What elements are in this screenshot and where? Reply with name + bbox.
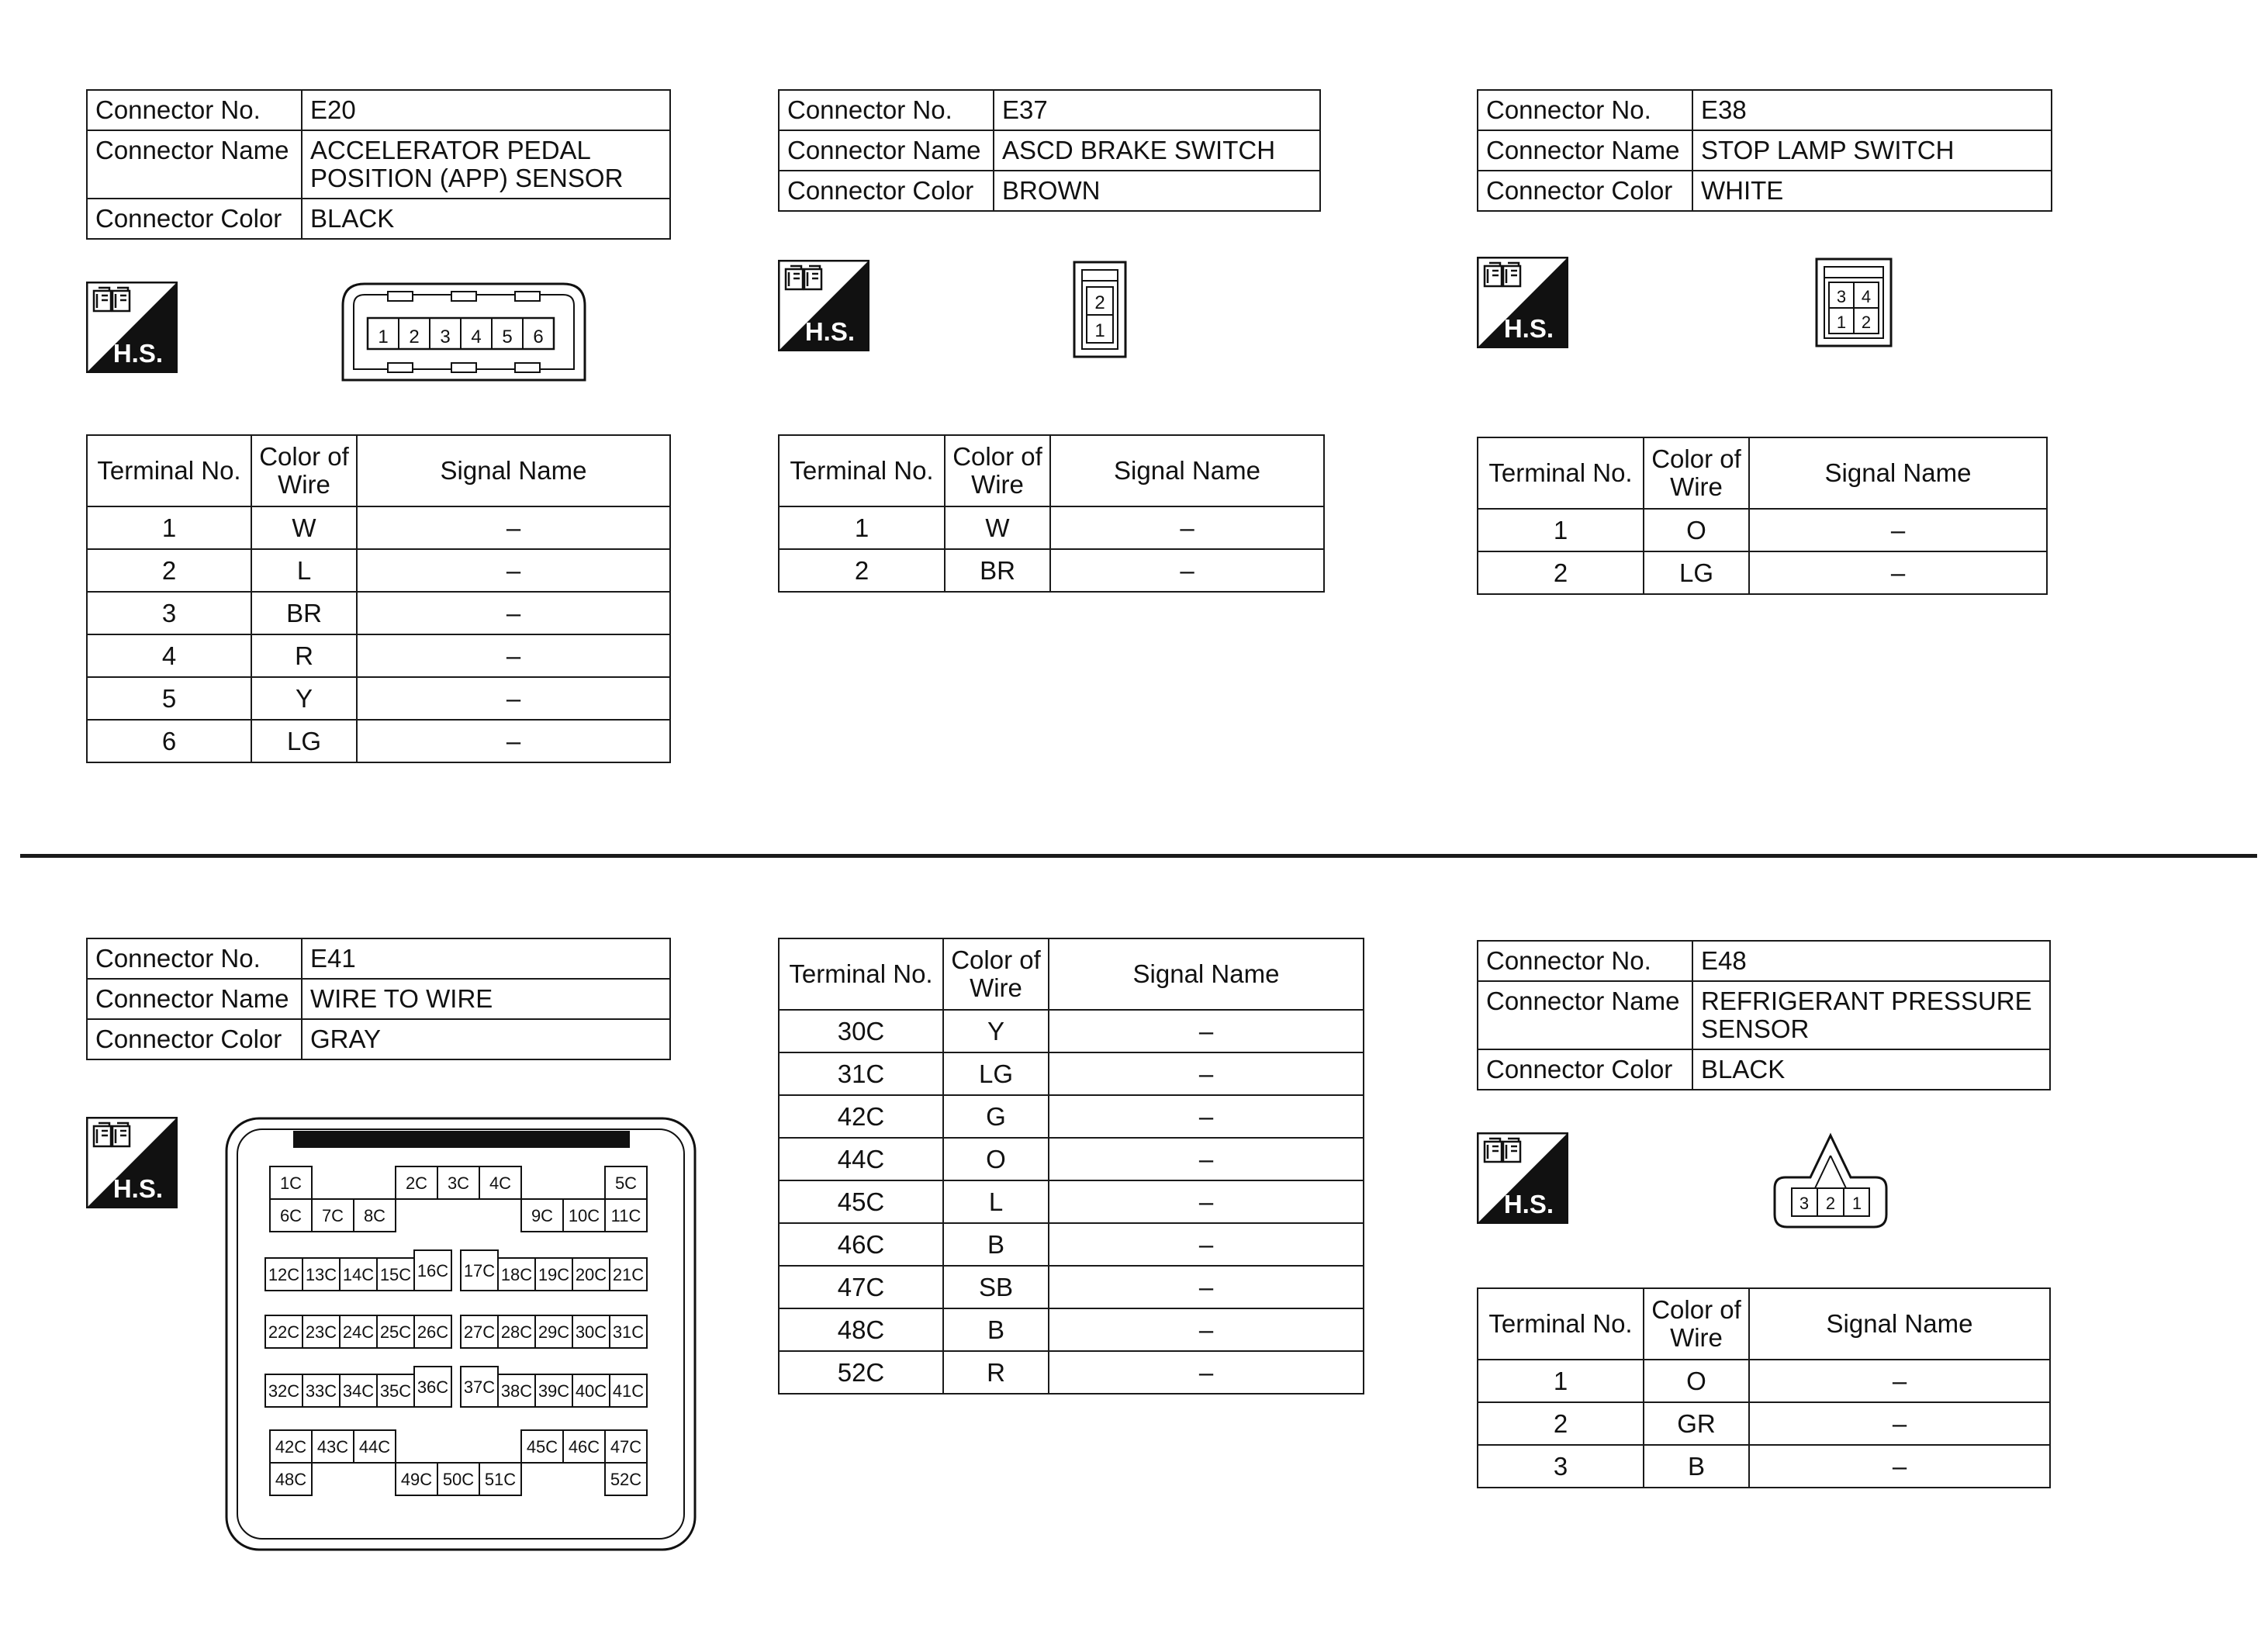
- pin-label: 5: [502, 327, 513, 347]
- terminal-no-cell: 45C: [779, 1180, 943, 1223]
- signal-name-cell: –: [357, 720, 670, 762]
- wire-color-header-line2: Wire: [1670, 472, 1723, 501]
- connector-name-label: Connector Name: [779, 130, 994, 171]
- wire-color-cell: B: [943, 1308, 1049, 1351]
- terminal-no-cell: 5: [87, 677, 251, 720]
- pin-label: 24C: [342, 1322, 375, 1342]
- signal-name-cell: –: [1749, 551, 2047, 594]
- connector-name-value: WIRE TO WIRE: [302, 979, 670, 1019]
- hs-label: H.S.: [1503, 314, 1554, 343]
- terminal-no-cell: 1: [87, 506, 251, 549]
- pin-label: 22C: [268, 1322, 300, 1342]
- wire-color-header: [1644, 1288, 1749, 1360]
- table-row: [87, 677, 670, 720]
- signal-name-cell: –: [357, 592, 670, 634]
- wire-color-cell: SB: [943, 1266, 1049, 1308]
- pin-label: 26C: [417, 1322, 449, 1342]
- pin-label: 23C: [305, 1322, 337, 1342]
- pin-label: 7C: [321, 1206, 344, 1225]
- harness-side-icon: [86, 1117, 178, 1208]
- pin-label: 15C: [379, 1265, 412, 1284]
- table-row: [1478, 509, 2047, 551]
- signal-name-cell: –: [1749, 1445, 2050, 1488]
- table-row: [779, 1095, 1364, 1138]
- terminal-no-cell: 2: [1478, 1402, 1644, 1445]
- wire-color-cell: R: [251, 634, 357, 677]
- connector-no-value: E38: [1692, 90, 2052, 130]
- connector-name-line2: SENSOR: [1701, 1014, 1810, 1043]
- signal-name-cell: –: [357, 677, 670, 720]
- table-row: [779, 1266, 1364, 1308]
- e20-terminal-table: [86, 434, 671, 763]
- signal-name-header: Signal Name: [1749, 437, 2047, 509]
- connector-color-label: Connector Color: [779, 171, 994, 211]
- wire-color-header-line1: Color of: [952, 442, 1042, 471]
- e48-connector-face: [1772, 1132, 1889, 1230]
- pin-label: 5C: [614, 1173, 638, 1193]
- e41-info-table: [86, 938, 671, 1060]
- connector-name-value: [302, 130, 670, 199]
- e41-key-bar: [293, 1131, 630, 1148]
- wire-color-cell: B: [1644, 1445, 1749, 1488]
- pin-label: 42C: [275, 1437, 307, 1457]
- signal-name-cell: –: [357, 506, 670, 549]
- terminal-no-cell: 3: [87, 592, 251, 634]
- hs-label: H.S.: [1503, 1190, 1554, 1218]
- pin-label: 37C: [463, 1377, 496, 1397]
- e20-info-table: [86, 89, 671, 240]
- pin-label: 28C: [500, 1322, 533, 1342]
- table-row: [779, 1351, 1364, 1394]
- connector-name-line1: ACCELERATOR PEDAL: [310, 136, 591, 164]
- pin-label: 36C: [417, 1377, 449, 1397]
- wire-color-header-line1: Color of: [1651, 1295, 1741, 1324]
- pin-label: 35C: [379, 1381, 412, 1401]
- pin-label: 41C: [612, 1381, 645, 1401]
- pin-label: 31C: [612, 1322, 645, 1342]
- wire-color-cell: G: [943, 1095, 1049, 1138]
- table-row: [779, 1138, 1364, 1180]
- signal-name-cell: –: [1049, 1180, 1364, 1223]
- wire-color-cell: LG: [251, 720, 357, 762]
- pin-label: 49C: [400, 1470, 433, 1489]
- connector-no-value: E20: [302, 90, 670, 130]
- pin-label: 52C: [610, 1470, 642, 1489]
- pin-label: 50C: [442, 1470, 475, 1489]
- table-row: [1478, 551, 2047, 594]
- harness-side-icon: [1477, 257, 1568, 348]
- connector-no-label: Connector No.: [87, 90, 302, 130]
- wire-color-cell: B: [943, 1223, 1049, 1266]
- signal-name-cell: –: [1049, 1223, 1364, 1266]
- hs-label: H.S.: [804, 317, 855, 346]
- connector-name-label: Connector Name: [87, 130, 302, 199]
- pin-label: 6: [533, 327, 544, 347]
- signal-name-header: Signal Name: [1749, 1288, 2050, 1360]
- wire-color-header-line1: Color of: [1651, 444, 1741, 473]
- wire-color-cell: Y: [943, 1010, 1049, 1052]
- pin-label: 20C: [575, 1265, 607, 1284]
- wire-color-header-line1: Color of: [951, 945, 1041, 974]
- wire-color-cell: LG: [1644, 551, 1749, 594]
- signal-name-header: Signal Name: [1049, 938, 1364, 1010]
- pin-label: 1: [1851, 1194, 1862, 1213]
- signal-name-cell: –: [1049, 1052, 1364, 1095]
- connector-name-label: Connector Name: [1478, 130, 1692, 171]
- connector-color-value: BROWN: [994, 171, 1320, 211]
- pin-label: 14C: [342, 1265, 375, 1284]
- e38-terminal-table: [1477, 437, 2048, 595]
- e37-connector-face: [1073, 261, 1127, 358]
- table-row: [1478, 1360, 2050, 1402]
- pin-label: 33C: [305, 1381, 337, 1401]
- connector-color-value: GRAY: [302, 1019, 670, 1059]
- terminal-no-cell: 30C: [779, 1010, 943, 1052]
- wire-color-header-line1: Color of: [259, 442, 349, 471]
- pin-label: 4C: [489, 1173, 512, 1193]
- pin-label: 45C: [526, 1437, 558, 1457]
- pin-label: 32C: [268, 1381, 300, 1401]
- connector-color-value: BLACK: [302, 199, 670, 239]
- signal-name-cell: –: [357, 634, 670, 677]
- pin-label: 11C: [610, 1206, 641, 1225]
- e37-terminal-table: [778, 434, 1325, 593]
- connector-color-label: Connector Color: [87, 1019, 302, 1059]
- wire-color-cell: LG: [943, 1052, 1049, 1095]
- terminal-no-cell: 2: [779, 549, 945, 592]
- pin-label: 25C: [379, 1322, 412, 1342]
- terminal-no-header: Terminal No.: [1478, 1288, 1644, 1360]
- wire-color-cell: L: [943, 1180, 1049, 1223]
- harness-side-icon: [778, 260, 869, 351]
- connector-no-label: Connector No.: [779, 90, 994, 130]
- pin-label: 6C: [279, 1206, 303, 1225]
- wire-color-cell: O: [1644, 509, 1749, 551]
- terminal-no-cell: 4: [87, 634, 251, 677]
- wire-color-cell: L: [251, 549, 357, 592]
- e20-connector-face: [340, 281, 588, 383]
- terminal-no-cell: 47C: [779, 1266, 943, 1308]
- connector-no-label: Connector No.: [1478, 90, 1692, 130]
- terminal-no-cell: 46C: [779, 1223, 943, 1266]
- pin-label: 16C: [417, 1261, 449, 1280]
- pin-label: 40C: [575, 1381, 607, 1401]
- terminal-no-cell: 42C: [779, 1095, 943, 1138]
- hs-label: H.S.: [112, 339, 163, 368]
- pin-label: 1: [378, 327, 389, 347]
- table-row: [779, 1308, 1364, 1351]
- terminal-no-cell: 1: [779, 506, 945, 549]
- signal-name-cell: –: [1049, 1095, 1364, 1138]
- signal-name-header: Signal Name: [357, 435, 670, 506]
- terminal-no-header: Terminal No.: [779, 938, 943, 1010]
- signal-name-header: Signal Name: [1050, 435, 1324, 506]
- e41-pin-grid: [265, 1166, 647, 1495]
- wire-color-cell: W: [945, 506, 1050, 549]
- wire-color-cell: W: [251, 506, 357, 549]
- pin-label: 44C: [358, 1437, 391, 1457]
- connector-name-value: ASCD BRAKE SWITCH: [994, 130, 1320, 171]
- pin-label: 4: [471, 327, 482, 347]
- wire-color-cell: Y: [251, 677, 357, 720]
- connector-name-label: Connector Name: [87, 979, 302, 1019]
- pin-label: 2: [409, 327, 420, 347]
- connector-no-label: Connector No.: [1478, 941, 1692, 981]
- connector-name-value: STOP LAMP SWITCH: [1692, 130, 2052, 171]
- signal-name-cell: –: [1049, 1308, 1364, 1351]
- table-row: [779, 506, 1324, 549]
- wire-color-cell: O: [943, 1138, 1049, 1180]
- wire-color-cell: BR: [251, 592, 357, 634]
- connector-color-value: WHITE: [1692, 171, 2052, 211]
- table-row: [779, 1223, 1364, 1266]
- terminal-no-cell: 6: [87, 720, 251, 762]
- pin-label: 4: [1861, 287, 1872, 306]
- pin-label: 3: [1836, 287, 1847, 306]
- pin-label: 9C: [531, 1206, 554, 1225]
- wire-color-cell: GR: [1644, 1402, 1749, 1445]
- pin-label: 19C: [538, 1265, 570, 1284]
- e41-connector-face: [225, 1117, 698, 1551]
- wire-color-header: [945, 435, 1050, 506]
- pin-label: 34C: [342, 1381, 375, 1401]
- e38-connector-face: [1815, 257, 1893, 347]
- terminal-no-cell: 52C: [779, 1351, 943, 1394]
- section-divider: [20, 854, 2257, 858]
- pin-label: 1C: [279, 1173, 303, 1193]
- connector-name-line1: REFRIGERANT PRESSURE: [1701, 987, 2032, 1015]
- pin-label: 27C: [463, 1322, 496, 1342]
- pin-label: 1: [1836, 313, 1847, 332]
- signal-name-cell: –: [1049, 1138, 1364, 1180]
- signal-name-cell: –: [1749, 1402, 2050, 1445]
- table-row: [87, 720, 670, 762]
- table-row: [779, 1180, 1364, 1223]
- pin-label: 12C: [268, 1265, 300, 1284]
- wire-color-header: [1644, 437, 1749, 509]
- table-row: [1478, 1402, 2050, 1445]
- harness-side-icon: [1477, 1132, 1568, 1224]
- terminal-no-cell: 44C: [779, 1138, 943, 1180]
- connector-color-label: Connector Color: [1478, 171, 1692, 211]
- signal-name-cell: –: [1050, 549, 1324, 592]
- pin-label: 29C: [538, 1322, 570, 1342]
- pin-label: 48C: [275, 1470, 307, 1489]
- terminal-no-cell: 2: [1478, 551, 1644, 594]
- signal-name-cell: –: [1049, 1266, 1364, 1308]
- hs-label: H.S.: [112, 1174, 163, 1203]
- pin-label: 2: [1861, 313, 1872, 332]
- wire-color-header: [943, 938, 1049, 1010]
- pin-label: 2: [1825, 1194, 1836, 1213]
- signal-name-cell: –: [1749, 1360, 2050, 1402]
- connector-name-line2: POSITION (APP) SENSOR: [310, 164, 624, 192]
- e38-info-table: [1477, 89, 2052, 212]
- wire-color-header-line2: Wire: [1670, 1323, 1723, 1352]
- connector-no-value: E37: [994, 90, 1320, 130]
- wire-color-cell: R: [943, 1351, 1049, 1394]
- table-row: [87, 592, 670, 634]
- connector-color-label: Connector Color: [1478, 1049, 1692, 1090]
- terminal-no-header: Terminal No.: [779, 435, 945, 506]
- terminal-no-header: Terminal No.: [87, 435, 251, 506]
- pin-label: 38C: [500, 1381, 533, 1401]
- pin-label: 3: [1799, 1194, 1810, 1213]
- pin-label: 30C: [575, 1322, 607, 1342]
- signal-name-cell: –: [1749, 509, 2047, 551]
- pin-label: 10C: [568, 1206, 600, 1225]
- wire-color-header-line2: Wire: [971, 470, 1024, 499]
- connector-no-label: Connector No.: [87, 938, 302, 979]
- connector-no-value: E41: [302, 938, 670, 979]
- pin-label: 51C: [484, 1470, 517, 1489]
- pin-label: 18C: [500, 1265, 533, 1284]
- wire-color-header-line2: Wire: [278, 470, 330, 499]
- terminal-no-cell: 31C: [779, 1052, 943, 1095]
- wire-color-cell: BR: [945, 549, 1050, 592]
- pin-label: 1: [1094, 320, 1105, 341]
- e48-terminal-table: [1477, 1287, 2051, 1488]
- pin-label: 13C: [305, 1265, 337, 1284]
- pin-label: 2: [1094, 292, 1105, 313]
- table-row: [1478, 1445, 2050, 1488]
- table-row: [87, 506, 670, 549]
- terminal-no-cell: 48C: [779, 1308, 943, 1351]
- signal-name-cell: –: [1050, 506, 1324, 549]
- terminal-no-header: Terminal No.: [1478, 437, 1644, 509]
- wire-color-header: [251, 435, 357, 506]
- wire-color-header-line2: Wire: [970, 973, 1022, 1002]
- pin-label: 8C: [363, 1206, 386, 1225]
- connector-name-value: [1692, 981, 2050, 1049]
- pin-label: 43C: [316, 1437, 349, 1457]
- pin-label: 47C: [610, 1437, 642, 1457]
- wire-color-cell: O: [1644, 1360, 1749, 1402]
- terminal-no-cell: 3: [1478, 1445, 1644, 1488]
- harness-side-icon: [86, 282, 178, 373]
- connector-color-label: Connector Color: [87, 199, 302, 239]
- pin-label: 2C: [405, 1173, 428, 1193]
- signal-name-cell: –: [1049, 1351, 1364, 1394]
- e37-info-table: [778, 89, 1321, 212]
- e48-info-table: [1477, 940, 2051, 1090]
- signal-name-cell: –: [1049, 1010, 1364, 1052]
- table-row: [779, 549, 1324, 592]
- e41-terminal-table: [778, 938, 1364, 1395]
- pin-label: 17C: [463, 1261, 496, 1280]
- table-row: [87, 634, 670, 677]
- table-row: [779, 1052, 1364, 1095]
- pin-label: 39C: [538, 1381, 570, 1401]
- pin-label: 46C: [568, 1437, 600, 1457]
- table-row: [779, 1010, 1364, 1052]
- terminal-no-cell: 1: [1478, 509, 1644, 551]
- connector-no-value: E48: [1692, 941, 2050, 981]
- table-row: [87, 549, 670, 592]
- terminal-no-cell: 1: [1478, 1360, 1644, 1402]
- signal-name-cell: –: [357, 549, 670, 592]
- connector-name-label: Connector Name: [1478, 981, 1692, 1049]
- pin-label: 3C: [447, 1173, 470, 1193]
- terminal-no-cell: 2: [87, 549, 251, 592]
- pin-label: 21C: [612, 1265, 645, 1284]
- connector-color-value: BLACK: [1692, 1049, 2050, 1090]
- pin-label: 3: [440, 327, 451, 347]
